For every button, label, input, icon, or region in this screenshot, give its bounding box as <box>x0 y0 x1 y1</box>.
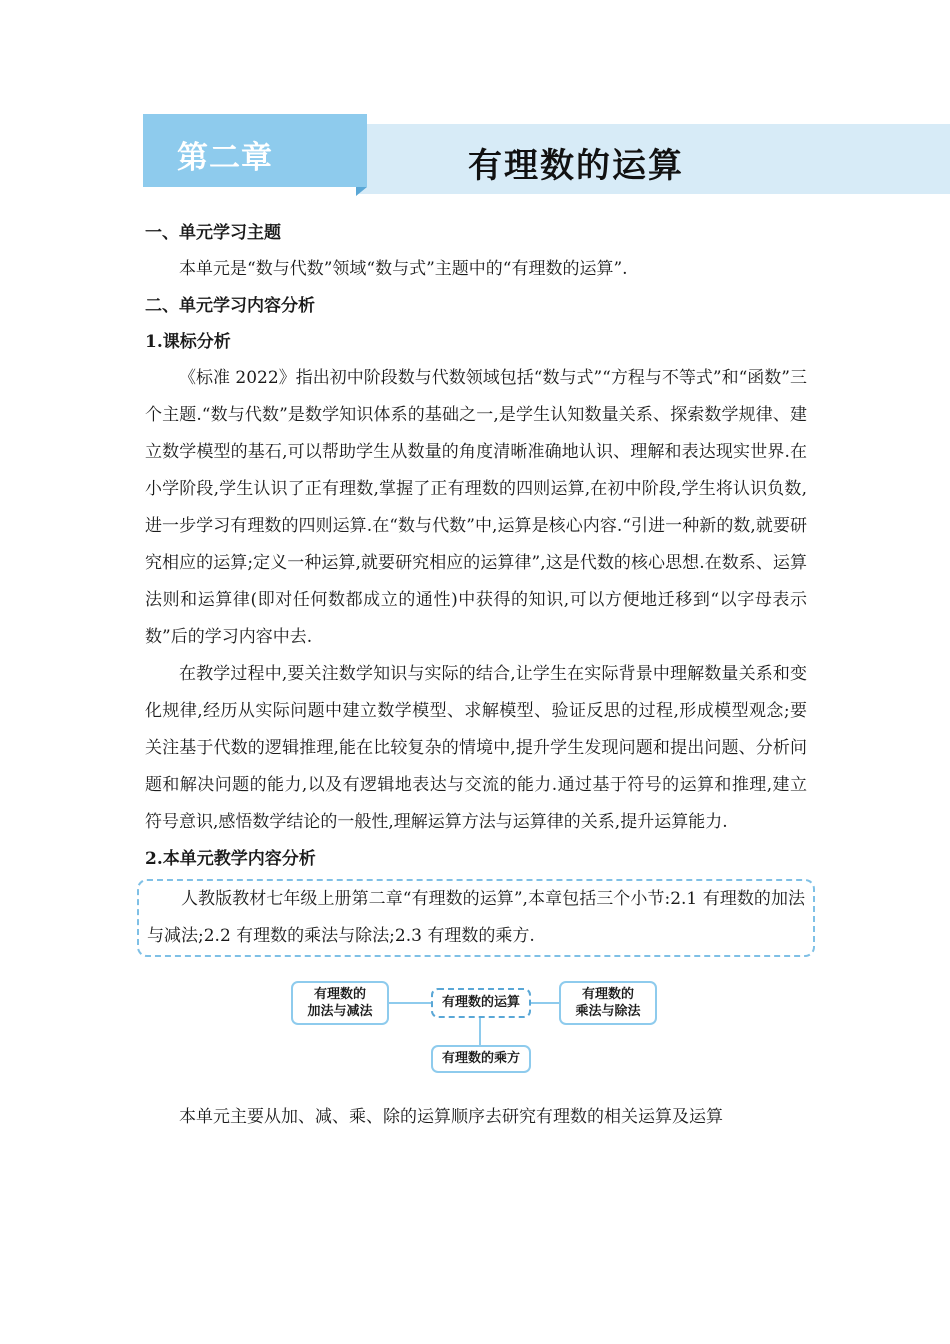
diagram-node-add-subtract <box>291 981 389 1025</box>
node-right-line-2: 乘法与除法 <box>575 1004 641 1019</box>
chapter-title: 有理数的运算 <box>468 146 684 186</box>
section-2-2-heading: 2.本单元教学内容分析 <box>145 849 316 869</box>
node-center-label: 有理数的运算 <box>441 995 520 1010</box>
section-1-text: 本单元是“数与代数”领域“数与式”主题中的“有理数的运算”. <box>179 259 628 279</box>
connector-right <box>529 1002 559 1004</box>
node-left-line-2: 加法与减法 <box>307 1004 373 1019</box>
banner-chapter-tab <box>143 114 367 187</box>
chapter-banner <box>143 114 950 194</box>
section-2-1-heading: 1.课标分析 <box>145 332 231 352</box>
content-summary-text: 人教版教材七年级上册第二章“有理数的运算”,本章包括三个小节:2.1 有理数的加法与减法;2.2 有理数的乘法与除法;2.3 有理数的乘方. <box>147 889 805 946</box>
node-left-line-1: 有理数的 <box>313 987 366 1002</box>
node-bottom-label: 有理数的乘方 <box>441 1051 520 1066</box>
section-2-1-paragraph-2: 在教学过程中,要关注数学知识与实际的结合,让学生在实际背景中理解数量关系和变化规律,经历从实际问题中建立数学模型、求解模型、验证反思的过程,形成模型观念;要关注基于代数的逻辑推理,能在比较复杂的情境中,提升学生发现问题和提出问题、分析问题和解决问题的能力,以及有逻辑地表达与交流的能力.通过基于符号的运算和推理,建立符号意识,感悟数学结论的一般性,理解运算方法与运算律的关系,提升运算能力. <box>145 664 807 832</box>
content-summary-box <box>137 879 815 957</box>
section-2-heading: 二、单元学习内容分析 <box>145 296 315 316</box>
banner-fold <box>356 187 367 196</box>
diagram-node-multiply-divide <box>559 981 657 1025</box>
section-2-1-paragraph-1: 《标准 2022》指出初中阶段数与代数领域包括“数与式”“方程与不等式”和“函数”三个主题.“数与代数”是数学知识体系的基础之一,是学生认知数量关系、探索数学规律、建立数学模型的基石,可以帮助学生从数量的角度清晰准确地认识、理解和表达现实世界.在小学阶段,学生认识了正有理数,掌握了正有理数的四则运算,在初中阶段,学生将认识负数,进一步学习有理数的四则运算.在“数与代数”中,运算是核心内容.“引进一种新的数,就要研究相应的运算;定义一种运算,就要研究相应的运算律”,这是代数的核心思想.在数系、运算法则和运算律(即对任何数都成立的通性)中获得的知识,可以方便地迁移到“以字母表示数”后的学习内容中去. <box>145 368 807 647</box>
connector-left <box>389 1002 431 1004</box>
chapter-number: 第二章 <box>177 140 273 176</box>
structure-diagram <box>145 975 807 1083</box>
connector-bottom <box>479 1015 481 1045</box>
node-right-line-1: 有理数的 <box>581 987 634 1002</box>
diagram-node-power <box>431 1045 531 1073</box>
page-content <box>145 215 807 1136</box>
diagram-node-center <box>431 988 531 1018</box>
section-2-2-continuation: 本单元主要从加、减、乘、除的运算顺序去研究有理数的相关运算及运算 <box>179 1107 723 1127</box>
section-1-heading: 一、单元学习主题 <box>145 223 281 243</box>
